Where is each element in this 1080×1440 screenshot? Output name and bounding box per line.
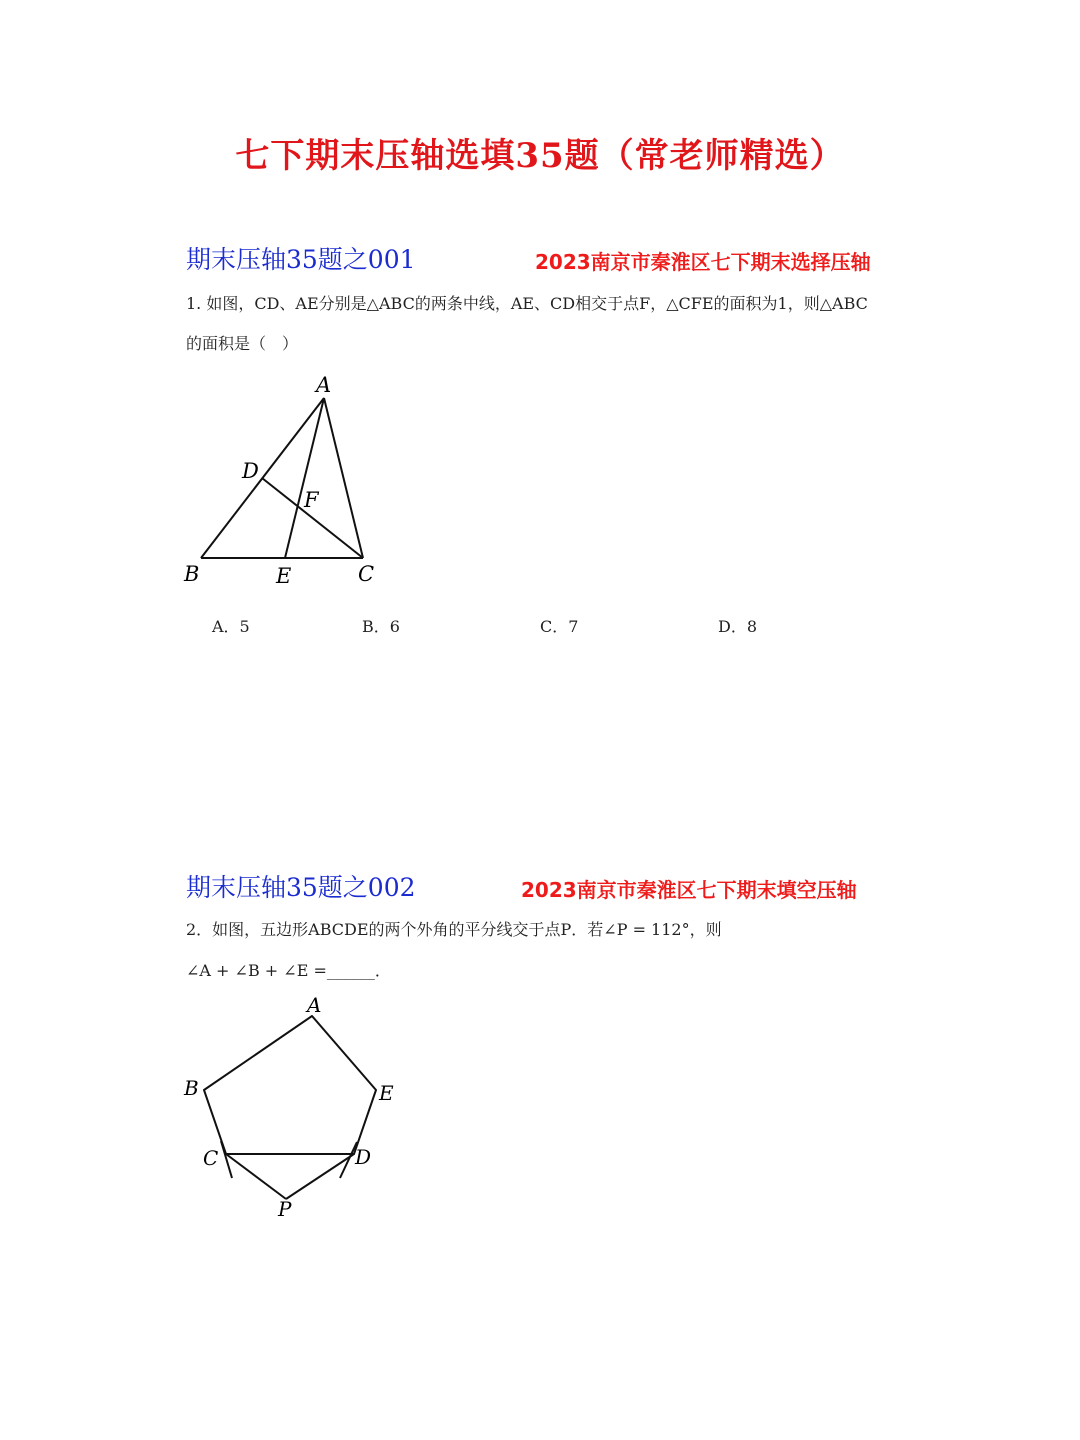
label-e: E [276,564,292,588]
label-e: E [379,1081,394,1105]
problem-2-text-line1: 2．如图，五边形ABCDE的两个外角的平分线交于点P．若∠P = 112°，则 [186,920,722,939]
option-c: C．7 [540,617,579,636]
pentagon-figure [170,990,410,1225]
bisector-cp [226,1154,286,1199]
pentagon-abcde [204,1016,376,1154]
option-a: A．5 [212,617,250,636]
label-p: P [278,1197,292,1221]
problem-2-heading: 期末压轴35题之002 [186,873,416,902]
problem-2-source: 2023南京市秦淮区七下期末填空压轴 [521,878,857,902]
problem-1-source: 2023南京市秦淮区七下期末选择压轴 [535,250,871,274]
triangle-figure [170,365,410,595]
bisector-dp [286,1154,354,1199]
label-d: D [355,1145,372,1169]
problem-1-text-line1: 1. 如图，CD、AE分别是△ABC的两条中线，AE、CD相交于点F，△CFE的面积为1，则△ABC [186,294,868,313]
problem-2-text-line2: ∠A + ∠B + ∠E =______． [186,961,391,980]
option-d: D．8 [718,617,758,636]
label-c: C [358,562,375,586]
problem-1-text-line2: 的面积是（ ） [186,334,299,353]
label-c: C [203,1146,219,1170]
label-a: A [307,993,322,1017]
label-b: B [184,562,200,586]
segment-ac [324,398,363,558]
option-b: B．6 [362,617,400,636]
label-d: D [242,459,259,483]
extension-bc [221,1141,232,1178]
document-title: 七下期末压轴选填35题（常老师精选） [235,136,845,176]
label-b: B [184,1076,199,1100]
label-f: F [304,488,319,512]
problem-1-heading: 期末压轴35题之001 [186,245,416,274]
label-a: A [316,373,332,397]
